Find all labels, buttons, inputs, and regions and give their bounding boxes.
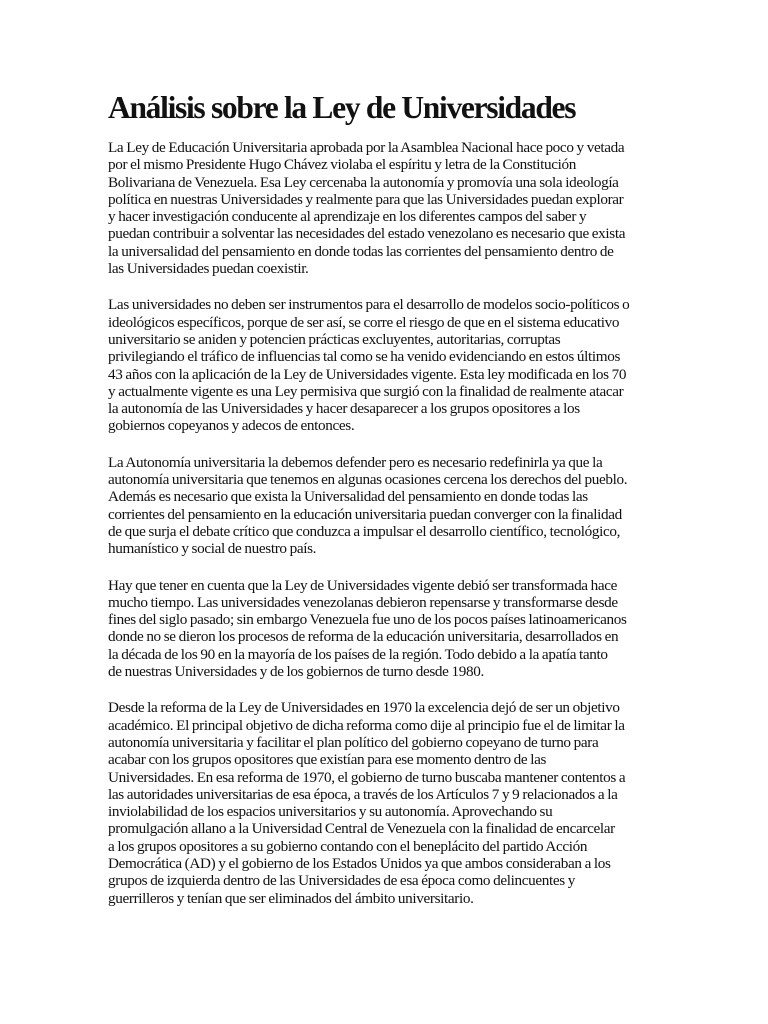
- paragraph-2: Las universidades no deben ser instrumentos para el desarrollo de modelos socio-políticos o ideológicos específicos, porque de ser así, se corre el riesgo de que en el sistema educativo universitario se aniden y potencien prácticas excluyentes, autoritarias, corruptas privilegiando el tráfico de influencias tal como se ha venido evidenciando en estos últimos 43 años con la aplicación de la Ley de Universidades vigente. Esta ley modificada en los 70 y actualmente vigente es una Ley permisiva que surgió con la finalidad de realmente atacar la autonomía de las Universidades y hacer desaparecer a los grupos opositores a los gobiernos copeyanos y adecos de entonces.: [108, 296, 630, 435]
- document-page: [108, 88, 668, 926]
- paragraph-3: La Autonomía universitaria la debemos defender pero es necesario redefinirla ya que la autonomía universitaria que tenemos en algunas ocasiones cercena los derechos del pueblo. Además es necesario que exista la Universalidad del pensamiento en donde todas las corrientes del pensamiento en la educación universitaria puedan converger con la finalidad de que surja el debate crítico que conduzca a impulsar el desarrollo científico, tecnológico, humanístico y social de nuestro país.: [108, 453, 628, 558]
- document-title: Análisis sobre la Ley de Universidades: [108, 90, 576, 125]
- paragraph-1: La Ley de Educación Universitaria aprobada por la Asamblea Nacional hace poco y vetada por el mismo Presidente Hugo Chávez violaba el espíritu y letra de la Constitución Bolivariana de Venezuela. Esa Ley cercenaba la autonomía y promovía una sola ideología política en nuestras Universidades y realmente para que las Universidades puedan explorar y hacer investigación conducente al aprendizaje en los diferentes campos del saber y puedan contribuir a solventar las necesidades del estado venezolano es necesario que exista la universalidad del pensamiento en donde todas las corrientes del pensamiento dentro de las Universidades puedan coexistir.: [108, 139, 626, 278]
- paragraph-4: Hay que tener en cuenta que la Ley de Universidades vigente debió ser transformada hace mucho tiempo. Las universidades venezolanas debieron repensarse y transformarse desde fines del siglo pasado; sin embargo Venezuela fue uno de los pocos países latinoamericanos donde no se dieron los procesos de reforma de la educación universitaria, desarrollados en la década de los 90 en la mayoría de los países de la región. Todo debido a la apatía tanto de nuestras Universidades y de los gobiernos de turno desde 1980.: [108, 576, 627, 681]
- paragraph-5: Desde la reforma de la Ley de Universidades en 1970 la excelencia dejó de ser un objetivo académico. El principal objetivo de dicha reforma como dije al principio fue el de limitar la autonomía universitaria y facilitar el plan político del gobierno copeyano de turno para acabar con los grupos opositores que existían para ese momento dentro de las Universidades. En esa reforma de 1970, el gobierno de turno buscaba mantener contentos a las autoridades universitarias de esa época, a través de los Artículos 7 y 9 relacionados a la inviolabilidad de los espacios universitarios y su autonomía. Aprovechando su promulgación allano a la Universidad Central de Venezuela con la finalidad de encarcelar a los grupos opositores a su gobierno contando con el beneplácito del partido Acción Democrática (AD) y el gobierno de los Estados Unidos ya que ambos consideraban a los grupos de izquierda dentro de las Universidades de esa época como delincuentes y guerrilleros y tenían que ser eliminados del ámbito universitario.: [108, 699, 626, 907]
